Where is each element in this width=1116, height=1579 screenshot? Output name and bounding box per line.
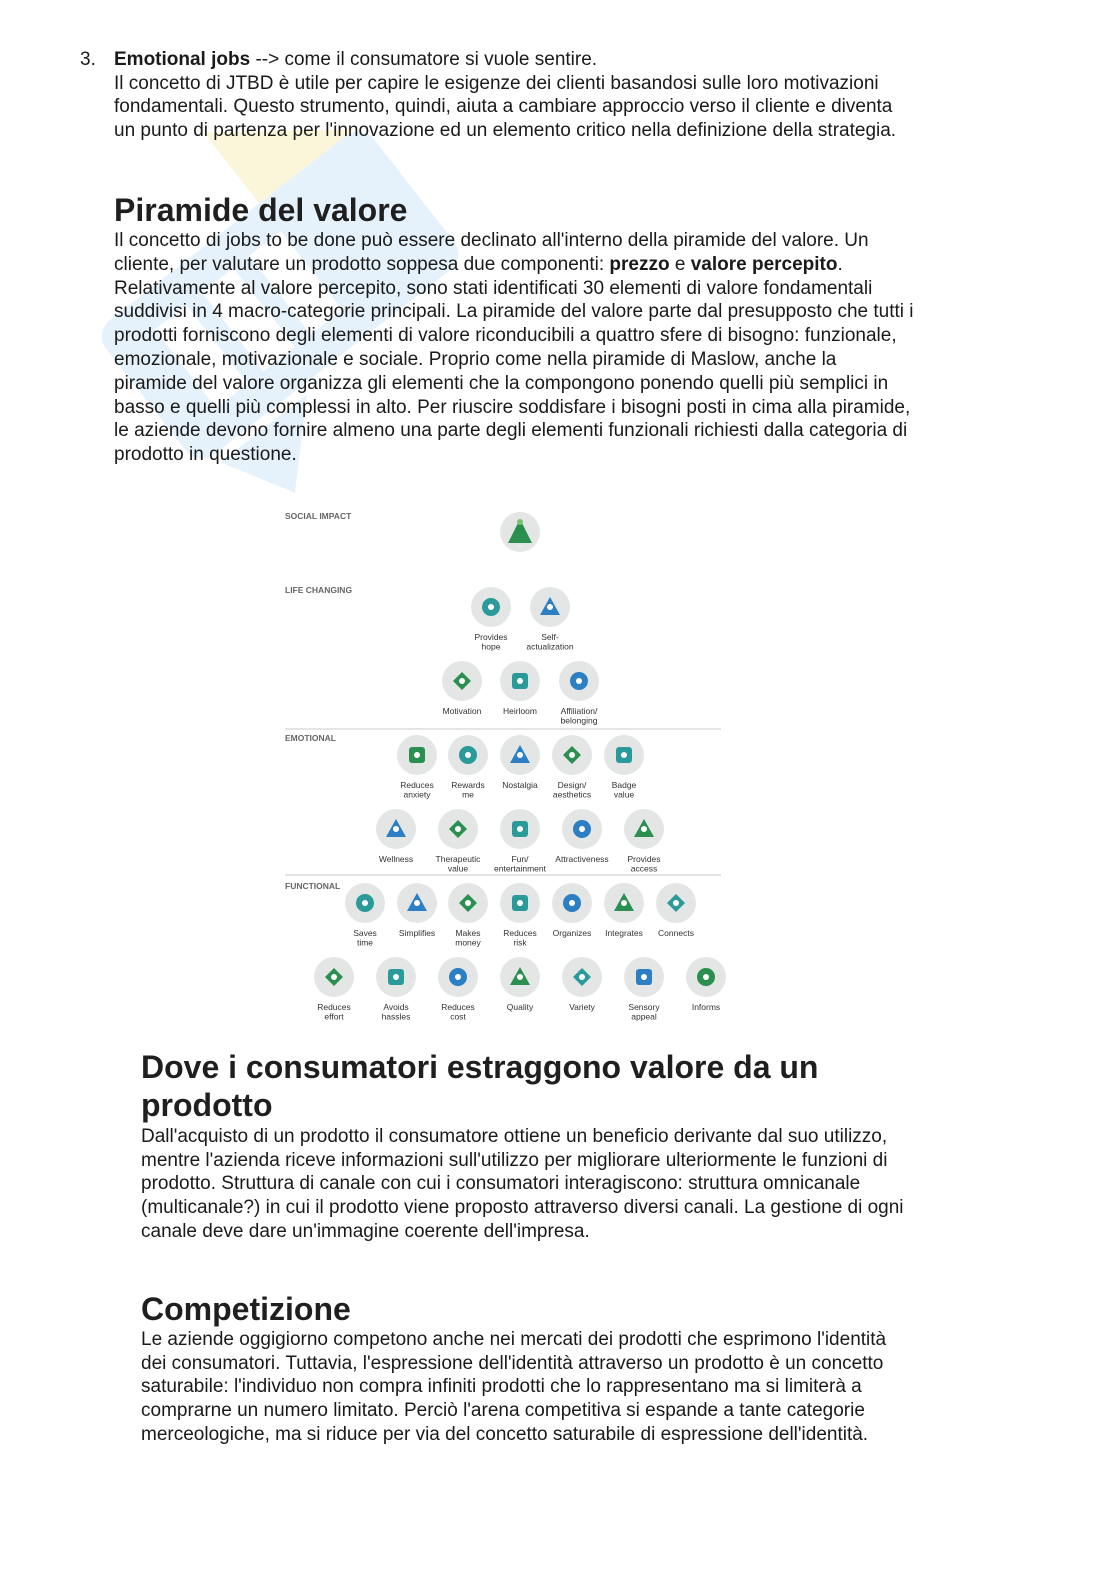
element-label: effort	[324, 1011, 344, 1022]
value-element	[686, 957, 726, 1012]
element-label: Therapeutic	[435, 854, 481, 864]
element-label: aesthetics	[552, 789, 592, 800]
value-element	[448, 735, 488, 800]
value-element	[376, 809, 416, 864]
paragraph-dove: Dall'acquisto di un prodotto il consumatore ottiene un beneficio derivante dal suo utilizzo, mentre l'azienda riceve informazioni sull'utilizzo per migliorare ulteriormente le funzioni di prodotto. Struttura di canale con cui i consumatori interagiscono: struttura omnicanale (multicanale?) in cui il prodotto viene proposto attraverso diversi canali. La gestione di ogni canale deve dare un'immagine coerente dell'impresa.	[141, 1126, 904, 1242]
value-element	[552, 883, 592, 938]
element-label: Organizes	[552, 928, 592, 938]
element-label: value	[447, 863, 469, 874]
element-label: belonging	[560, 715, 598, 726]
heading-piramide: Piramide del valore	[114, 192, 408, 228]
value-element	[376, 957, 416, 1022]
element-label: Reduces	[441, 1002, 475, 1012]
element-label: Sensory	[628, 1002, 660, 1012]
value-element	[471, 587, 511, 652]
value-element	[314, 957, 354, 1022]
element-label: Provides	[474, 632, 508, 642]
element-label: Variety	[569, 1002, 595, 1012]
value-element	[604, 735, 644, 800]
element-label: cost	[450, 1011, 466, 1022]
value-element	[438, 957, 478, 1022]
element-label: Heirloom	[502, 706, 538, 716]
element-label: Nostalgia	[502, 780, 538, 790]
element-label: Design/	[557, 780, 587, 790]
element-label: anxiety	[403, 789, 431, 800]
value-element	[500, 661, 540, 716]
element-label: Avoids	[383, 1002, 409, 1012]
value-element	[500, 957, 540, 1012]
element-label: Badge	[611, 780, 637, 790]
element-label: appeal	[631, 1011, 657, 1022]
category-label: FUNCTIONAL	[285, 881, 341, 891]
value-element	[397, 883, 437, 938]
term-prezzo: prezzo	[609, 253, 670, 275]
element-label: Self-	[541, 632, 559, 642]
value-element	[656, 883, 696, 938]
element-label: Quality	[506, 1002, 534, 1012]
value-element	[555, 809, 608, 864]
value-element	[559, 661, 599, 726]
element-label: time	[356, 937, 374, 948]
paragraph-piramide: Il concetto di jobs to be done può essere declinato all'interno della piramide del valore. Un cliente, per valutare un prodotto soppesa due componenti: prezzo e valore percepito. Relativamente al valore percepito, sono stati identificati 30 elementi di valore fondamentali suddivisi in 4 macro-categorie principali. La piramide del valore parte dal presupposto che tutti i prodotti forniscono degli elementi di valore riconducibili a quattro sfere di bisogno: funzionale, emozionale, motivazionale e sociale. Proprio come nella piramide di Maslow, anche la piramide del valore organizza gli elementi che la compongono ponendo quelli più semplici in basso e quelli più complessi in alto. Per riuscire soddisfare i bisogni posti in cima alla piramide, le aziende devono fornire almeno una parte degli elementi funzionali richiesti dalla categoria di prodotto in questione.	[114, 230, 914, 466]
paragraph-competizione: Le aziende oggigiorno competono anche nei mercati dei prodotti che esprimono l'identità dei consumatori. Tuttavia, l'espressione dell'identità attraverso un prodotto è un concetto saturabile: l'individuo non compra infiniti prodotti che lo rappresentano ma si limiterà a comprarne un numero limitato. Perciò l'arena competitiva si espande a tante categorie merceologiche, ma si riduce per via del concetto saturabile di espressione dell'identità.	[141, 1329, 887, 1445]
value-element	[500, 735, 540, 790]
element-label: Attractiveness	[555, 854, 609, 864]
social-impact-icon	[500, 512, 540, 552]
element-label: hassles	[381, 1011, 411, 1022]
list-number: 3.	[80, 49, 96, 70]
element-label: Motivation	[442, 706, 482, 716]
element-label: Saves	[353, 928, 377, 938]
value-pyramid-figure	[278, 505, 728, 1025]
category-label: EMOTIONAL	[285, 733, 336, 743]
term-emotional-jobs: Emotional jobs	[114, 49, 251, 70]
list-item-emotional-jobs	[80, 48, 910, 143]
element-label: risk	[513, 937, 527, 948]
element-label: Reduces	[317, 1002, 351, 1012]
value-element	[562, 957, 602, 1012]
element-label: Reduces	[400, 780, 434, 790]
element-label: actualization	[526, 641, 574, 652]
value-pyramid-svg	[278, 505, 728, 1025]
element-label: Integrates	[605, 928, 643, 938]
value-element	[494, 809, 547, 874]
element-label: money	[455, 937, 481, 948]
element-label: access	[630, 863, 658, 874]
element-label: Fun/	[511, 854, 529, 864]
element-label: Makes	[455, 928, 481, 938]
value-element	[526, 587, 574, 652]
element-label: hope	[481, 641, 501, 652]
value-element	[345, 883, 385, 948]
element-label: Connects	[658, 928, 694, 938]
element-label: Affiliation/	[560, 706, 598, 716]
value-element	[604, 883, 644, 938]
heading-dove: Dove i consumatori estraggono valore da un prodotto	[141, 1049, 819, 1123]
value-element	[436, 809, 482, 874]
element-label: Provides	[627, 854, 661, 864]
element-label: Rewards	[451, 780, 485, 790]
term-definition: --> come il consumatore si vuole sentire.	[250, 49, 598, 70]
value-element	[442, 661, 482, 716]
value-element	[624, 809, 664, 874]
category-label: SOCIAL IMPACT	[285, 511, 352, 521]
jtbd-paragraph: Il concetto di JTBD è utile per capire le esigenze dei clienti basandosi sulle loro motivazioni fondamentali. Questo strumento, quindi, aiuta a cambiare approccio verso il cliente e diventa un punto di partenza per l'innovazione ed un elemento critico nella definizione della strategia.	[114, 72, 897, 142]
element-label: Reduces	[503, 928, 537, 938]
element-label: Informs	[691, 1002, 721, 1012]
value-element	[500, 883, 540, 948]
element-label: entertainment	[494, 863, 546, 874]
value-element	[397, 735, 437, 800]
value-element	[552, 735, 592, 800]
element-label: me	[462, 789, 474, 800]
element-label: Wellness	[378, 854, 414, 864]
value-element	[448, 883, 488, 948]
category-label: LIFE CHANGING	[285, 585, 353, 595]
element-label: value	[613, 789, 635, 800]
term-valore-percepito: valore percepito	[690, 253, 838, 275]
heading-competizione: Competizione	[141, 1291, 351, 1327]
element-label: Simplifies	[398, 928, 436, 938]
value-element	[624, 957, 664, 1022]
